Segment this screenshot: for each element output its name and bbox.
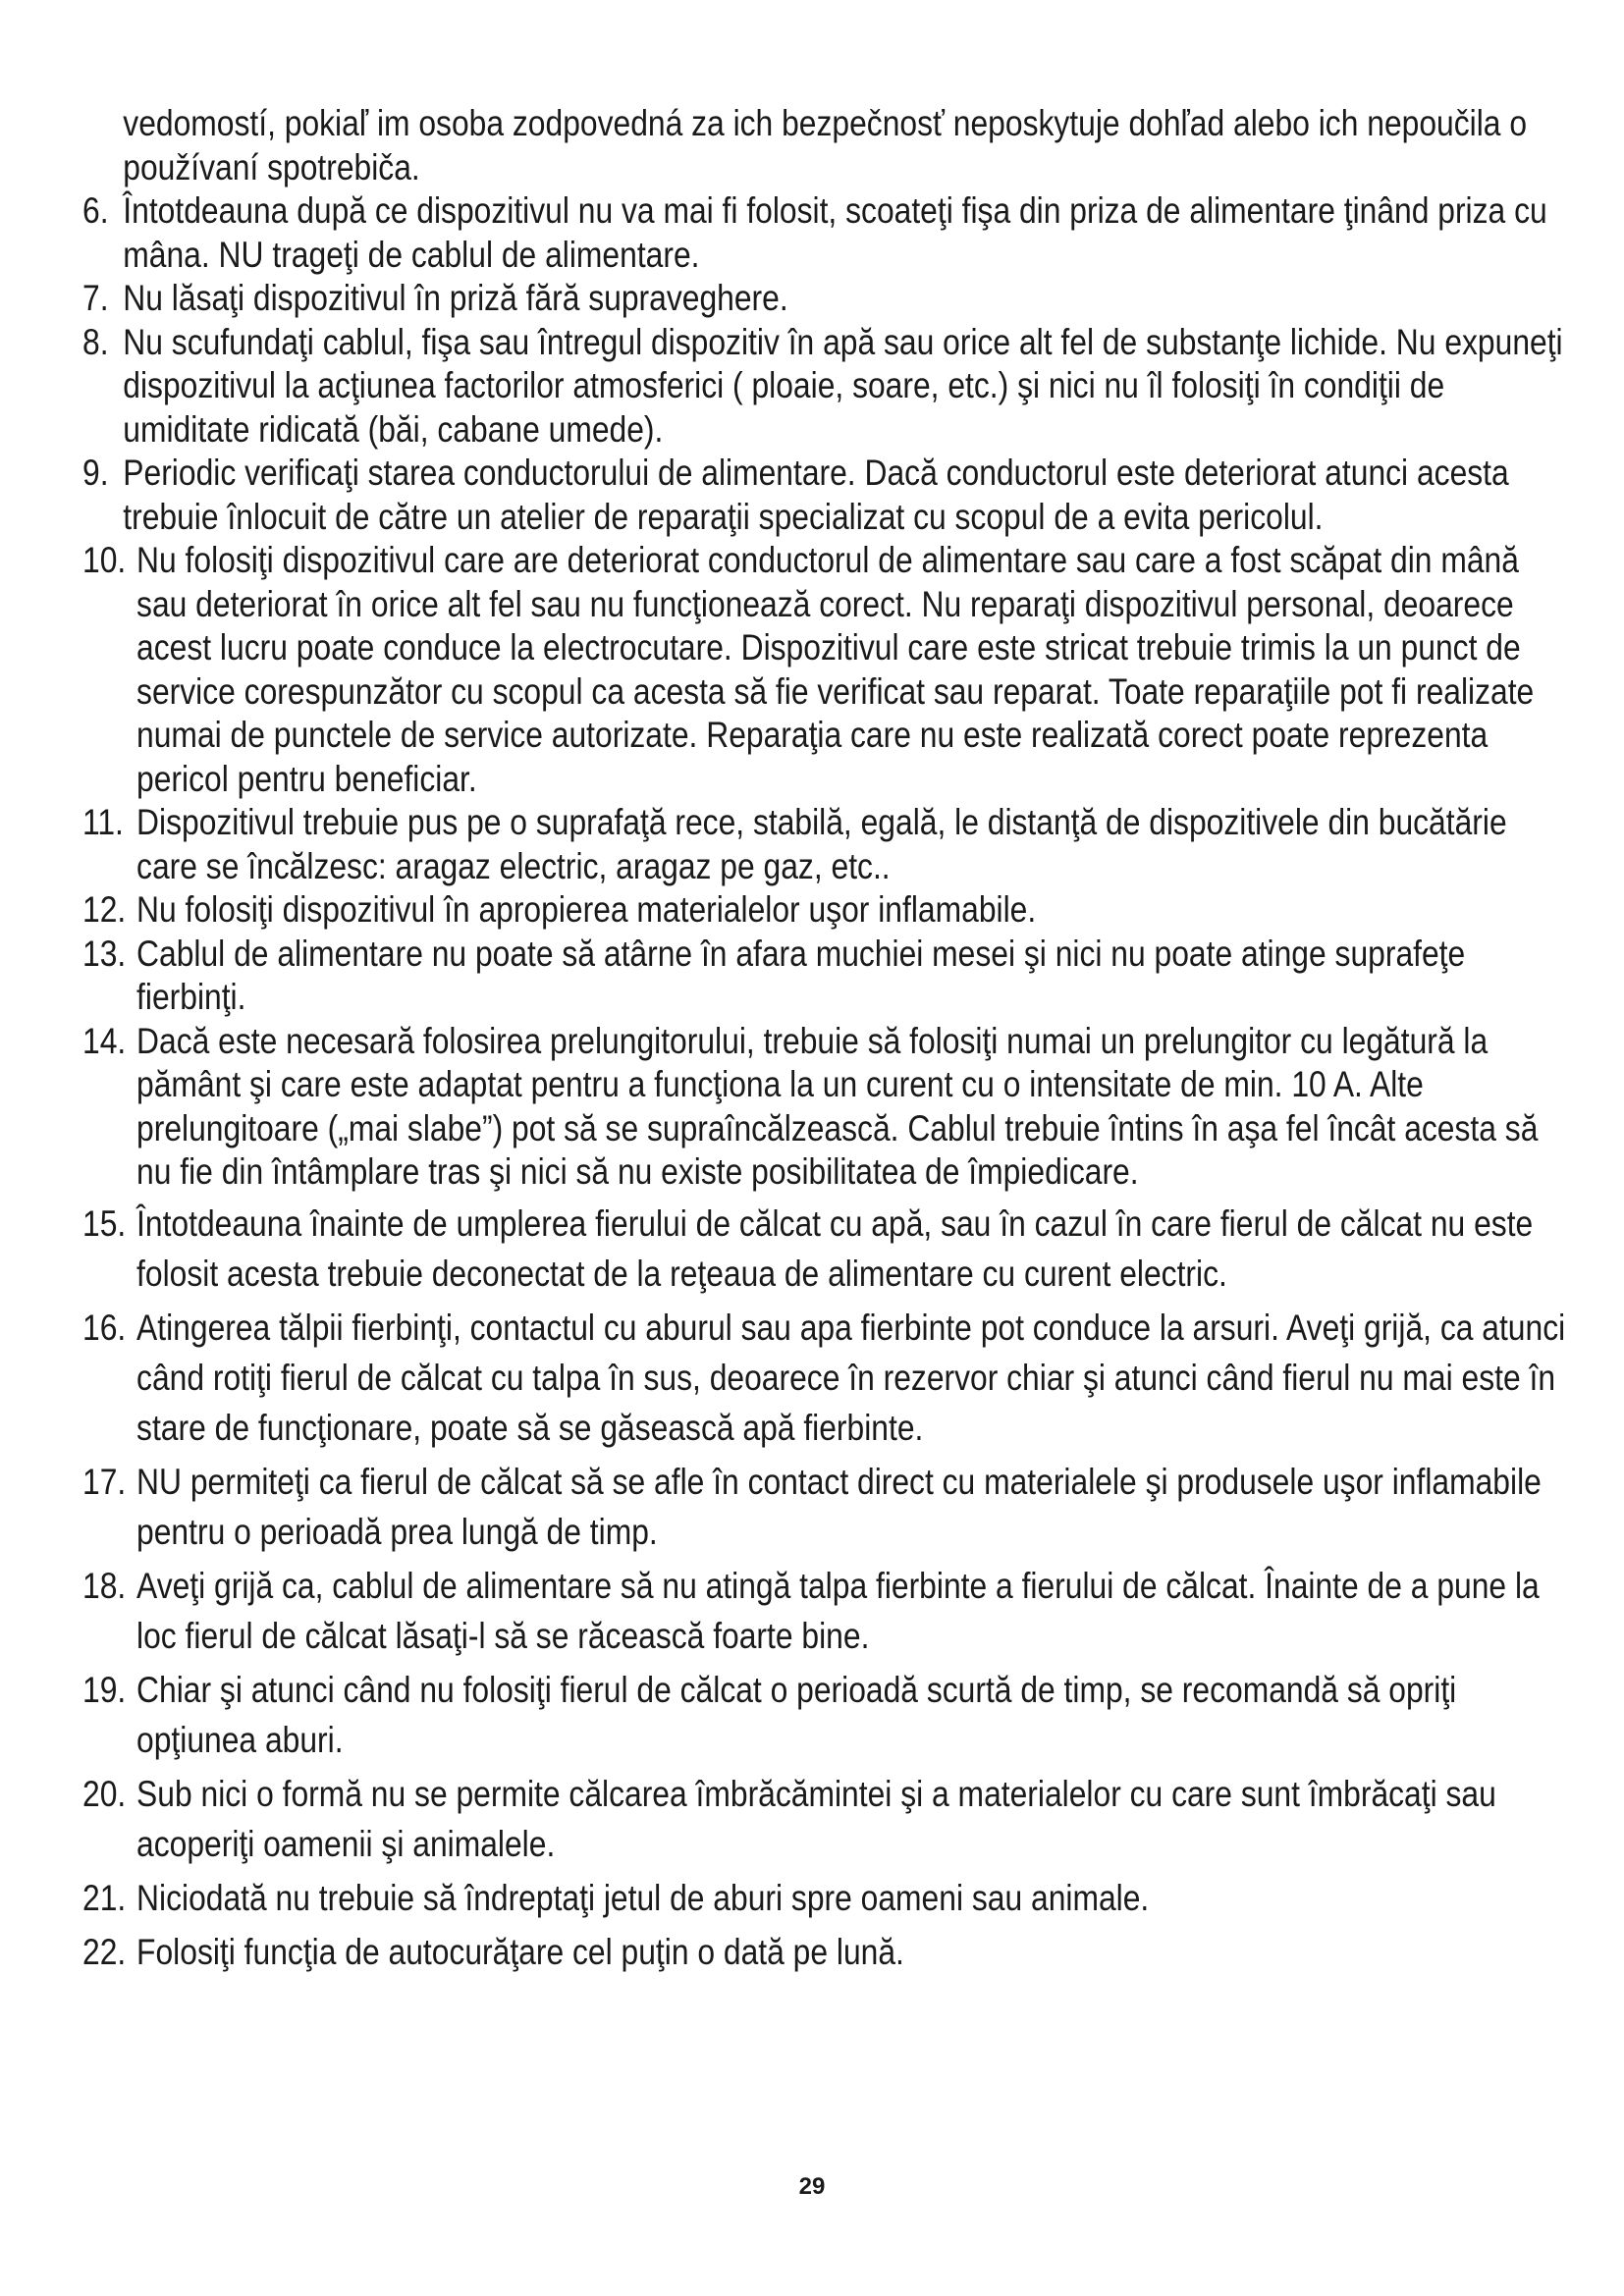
list-item: [82, 801, 1575, 888]
list-item: [82, 452, 1575, 539]
item-number: 11.: [82, 802, 124, 842]
item-number: 22.: [82, 1931, 127, 1972]
item-number: 13.: [82, 933, 127, 974]
item-number: 16.: [82, 1307, 127, 1348]
instructions-list: [82, 102, 1566, 1977]
list-item: [82, 1769, 1575, 1869]
item-text: Nu scufundaţi cablul, fişa sau întregul dispozitiv în apă sau orice alt fel de substanţe lichide. Nu expuneţi dispozitivul la acţiunea factorilor atmosferici ( ploaie, soare, etc.) şi nici nu îl folosiţi în condiţii de umiditate ridicată (băi, cabane umede).: [123, 321, 1563, 450]
item-number: 6.: [82, 190, 109, 231]
list-item: [82, 321, 1575, 453]
item-text: Întotdeauna după ce dispozitivul nu va mai fi folosit, scoateţi fişa din priza de alimentare ţinând priza cu mâna. NU trageţi de cablul de alimentare.: [123, 190, 1547, 275]
list-item: [82, 1303, 1575, 1453]
item-text: Sub nici o formă nu se permite călcarea îmbrăcămintei şi a materialelor cu care sunt îmbrăcaţi sau acoperiţi oamenii şi animalele.: [136, 1773, 1496, 1864]
list-item: [82, 1457, 1575, 1557]
item-text: Periodic verificaţi starea conductorului de alimentare. Dacă conductorul este deteriorat atunci acesta trebuie înlocuit de către un atelier de reparaţii specializat cu scopul de a evita pericolul.: [123, 453, 1509, 537]
list-item: [82, 1927, 1575, 1977]
item-text: Nu folosiţi dispozitivul în apropierea materialelor uşor inflamabile.: [136, 889, 1037, 930]
item-number: 20.: [82, 1773, 127, 1814]
list-item: [82, 1020, 1575, 1195]
list-item: [82, 189, 1575, 277]
item-text: Întotdeauna înainte de umplerea fierului de călcat cu apă, sau în cazul în care fierul de călcat nu este folosit acesta trebuie deconectat de la reţeaua de alimentare cu curent electric.: [136, 1202, 1534, 1294]
item-number: 10.: [82, 540, 127, 580]
item-number: 9.: [82, 453, 109, 493]
item-number: 18.: [82, 1565, 127, 1606]
item-number: 7.: [82, 278, 109, 318]
item-text: Dispozitivul trebuie pus pe o suprafaţă rece, stabilă, egală, le distanţă de dispozitivele din bucătărie care se încălzesc: aragaz electric, aragaz pe gaz, etc..: [136, 802, 1507, 886]
list-item: [82, 1665, 1575, 1765]
item-text: Nu lăsaţi dispozitivul în priză fără supraveghere.: [123, 278, 788, 318]
item-text: Aveţi grijă ca, cablul de alimentare să nu atingă talpa fierbinte a fierului de călcat. Înainte de a pune la loc fierul de călcat lăsaţi-l să se răcească foarte bine.: [136, 1565, 1540, 1656]
item-text: Folosiţi funcţia de autocurăţare cel puţin o dată pe lună.: [136, 1931, 904, 1972]
item-number: 14.: [82, 1020, 127, 1061]
item-number: 8.: [82, 321, 109, 362]
item-text: Nu folosiţi dispozitivul care are deteriorat conductorul de alimentare sau care a fost scăpat din mână sau deteriorat în orice alt fel sau nu funcţionează corect. Nu reparaţi dispozitivul personal, deoarece acest lucru poate conduce la electrocutare. Dispozitivul care este stricat trebuie trimis la un punct de service corespunzător cu scopul ca acesta să fie verificat sau reparat. Toate reparaţiile pot fi realizate numai de punctele de service autorizate. Reparaţia care nu este realizată corect poate reprezenta pericol pentru beneficiar.: [136, 540, 1535, 799]
list-item: [82, 1199, 1575, 1299]
item-number: 19.: [82, 1669, 127, 1710]
list-item: [82, 539, 1575, 801]
list-item: [82, 888, 1575, 933]
item-text: Dacă este necesară folosirea prelungitorului, trebuie să folosiţi numai un prelungitor cu legătură la pământ şi care este adaptat pentru a funcţiona la un curent cu o intensitate de min. 10 A. Alte prelungitoare („mai slabe”) pot să se supraîncălzească. Cablul trebuie întins în aşa fel încât acesta să nu fie din întâmplare tras şi nici să nu existe posibilitatea de împiedicare.: [136, 1020, 1539, 1192]
item-text: NU permiteţi ca fierul de călcat să se afle în contact direct cu materialele şi produsele uşor inflamabile pentru o perioadă prea lungă de timp.: [136, 1461, 1542, 1552]
continued-paragraph: vedomostí, pokiaľ im osoba zodpovedná za ich bezpečnosť neposkytuje dohľad alebo ich nepoučila o používaní spotrebiča.: [123, 103, 1528, 187]
item-number: 17.: [82, 1461, 127, 1502]
page-number: 29: [798, 2173, 826, 2200]
item-number: 12.: [82, 889, 127, 930]
list-item: [82, 1873, 1575, 1923]
list-item: [82, 277, 1575, 321]
item-text: Cablul de alimentare nu poate să atârne în afara muchiei mesei şi nici nu poate atinge suprafeţe fierbinţi.: [136, 933, 1466, 1017]
item-text: Niciodată nu trebuie să îndreptaţi jetul de aburi spre oameni sau animale.: [136, 1877, 1150, 1918]
item-number: 15.: [82, 1202, 127, 1244]
item-text: Chiar şi atunci când nu folosiţi fierul de călcat o perioadă scurtă de timp, se recomandă să opriţi opţiunea aburi.: [136, 1669, 1457, 1760]
item-text: Atingerea tălpii fierbinţi, contactul cu aburul sau apa fierbinte pot conduce la arsuri. Aveţi grijă, ca atunci când rotiţi fierul de călcat cu talpa în sus, deoarece în rezervor chiar şi atunci când fierul nu mai este în stare de funcţionare, poate să se găsească apă fierbinte.: [136, 1307, 1566, 1448]
item-number: 21.: [82, 1877, 127, 1918]
list-item: [82, 933, 1575, 1020]
list-item: [82, 1561, 1575, 1661]
